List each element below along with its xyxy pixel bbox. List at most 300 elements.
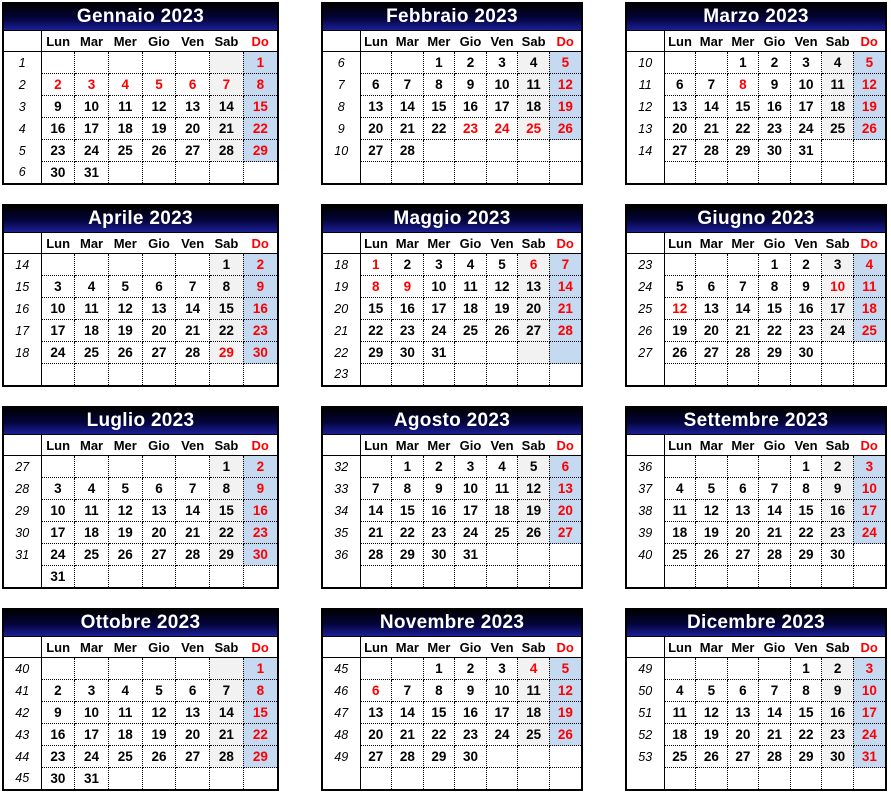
weekday-header-lun: Lun: [41, 233, 75, 254]
day-cell: 15: [210, 500, 244, 522]
day-cell: 23: [822, 724, 854, 746]
day-cell: [142, 456, 176, 478]
day-cell: 5: [108, 478, 142, 500]
day-cell: [455, 162, 487, 184]
weekday-header-mar: Mar: [392, 637, 424, 658]
day-cell: [853, 342, 885, 364]
week-number: 34: [323, 500, 360, 522]
day-cell: 10: [853, 478, 885, 500]
week-row: [323, 456, 581, 478]
day-cell: 28: [759, 746, 791, 768]
day-cell: 1: [790, 456, 822, 478]
day-cell: 23: [243, 320, 277, 342]
day-cell: 18: [75, 320, 109, 342]
day-cell: 29: [210, 544, 244, 566]
weekday-header-ven: Ven: [176, 31, 210, 52]
weekday-header-mer: Mer: [108, 31, 142, 52]
weekday-header-row: [627, 233, 885, 254]
weekday-header-sab: Sab: [822, 31, 854, 52]
weekday-header-do: Do: [549, 233, 581, 254]
day-cell: 8: [423, 680, 455, 702]
week-row: [323, 658, 581, 680]
month-body: [627, 456, 885, 588]
month-body: [627, 658, 885, 790]
week-number: 3: [4, 96, 41, 118]
day-cell: 20: [549, 500, 581, 522]
day-cell: 29: [210, 342, 244, 364]
day-cell: 2: [41, 74, 75, 96]
day-cell: [142, 364, 176, 386]
week-number: 6: [4, 162, 41, 184]
week-row: [4, 768, 277, 790]
week-number: [627, 566, 664, 588]
weekday-header-mer: Mer: [727, 435, 759, 456]
day-cell: [243, 768, 277, 790]
day-cell: [518, 342, 550, 364]
day-cell: [518, 162, 550, 184]
week-row: [4, 140, 277, 162]
week-number: 11: [627, 74, 664, 96]
day-cell: 11: [486, 478, 518, 500]
week-row: [627, 724, 885, 746]
month-table: [323, 233, 581, 385]
weekday-header-sab: Sab: [518, 637, 550, 658]
day-cell: 7: [392, 680, 424, 702]
day-cell: 9: [822, 478, 854, 500]
month-table: [4, 233, 277, 385]
week-row: [4, 456, 277, 478]
week-row: [323, 140, 581, 162]
day-cell: 23: [822, 522, 854, 544]
day-cell: 18: [664, 522, 696, 544]
day-cell: 16: [822, 500, 854, 522]
day-cell: 31: [853, 746, 885, 768]
month-panel-aprile: [2, 204, 279, 387]
day-cell: 8: [243, 680, 277, 702]
day-cell: 17: [486, 702, 518, 724]
week-number: 15: [4, 276, 41, 298]
day-cell: [664, 566, 696, 588]
day-cell: 4: [75, 276, 109, 298]
day-cell: 8: [360, 276, 392, 298]
weekday-header-row-group: [4, 233, 277, 254]
day-cell: 30: [41, 768, 75, 790]
day-cell: 1: [360, 254, 392, 276]
day-cell: 24: [75, 140, 109, 162]
day-cell: 21: [696, 118, 728, 140]
month-panel-marzo: [625, 2, 887, 185]
weekday-header-lun: Lun: [360, 233, 392, 254]
day-cell: 27: [664, 140, 696, 162]
day-cell: 17: [790, 96, 822, 118]
month-table: [627, 233, 885, 385]
weekday-header-lun: Lun: [664, 435, 696, 456]
week-row: [323, 320, 581, 342]
day-cell: [423, 768, 455, 790]
week-number: 29: [4, 500, 41, 522]
day-cell: 6: [727, 680, 759, 702]
week-number: 53: [627, 746, 664, 768]
week-number: 27: [4, 456, 41, 478]
week-row: [323, 724, 581, 746]
week-row: [627, 118, 885, 140]
day-cell: [696, 456, 728, 478]
day-cell: 15: [759, 298, 791, 320]
day-cell: 20: [727, 724, 759, 746]
week-row: [323, 566, 581, 588]
day-cell: [176, 566, 210, 588]
day-cell: 15: [423, 96, 455, 118]
month-table: [4, 31, 277, 183]
week-row: [4, 702, 277, 724]
month-title: Dicembre 2023: [627, 610, 885, 637]
day-cell: 26: [142, 140, 176, 162]
weekday-header-mar: Mar: [392, 435, 424, 456]
day-cell: 22: [423, 724, 455, 746]
weekday-header-sab: Sab: [822, 637, 854, 658]
weekday-header-ven: Ven: [790, 233, 822, 254]
weekday-header-gio: Gio: [142, 435, 176, 456]
weekday-header-row-group: [323, 435, 581, 456]
day-cell: [853, 768, 885, 790]
week-number: [323, 768, 360, 790]
week-row: [627, 162, 885, 184]
week-row: [4, 74, 277, 96]
week-row: [627, 522, 885, 544]
month-panel-maggio: [321, 204, 583, 387]
day-cell: 18: [486, 500, 518, 522]
day-cell: 24: [41, 342, 75, 364]
day-cell: 28: [360, 544, 392, 566]
week-row: [627, 478, 885, 500]
day-cell: [759, 162, 791, 184]
day-cell: 3: [75, 680, 109, 702]
day-cell: 29: [759, 342, 791, 364]
week-number: 5: [4, 140, 41, 162]
day-cell: 12: [549, 680, 581, 702]
day-cell: 16: [243, 298, 277, 320]
week-number: 47: [323, 702, 360, 724]
day-cell: 10: [822, 276, 854, 298]
day-cell: [518, 364, 550, 386]
weekday-header-gio: Gio: [759, 31, 791, 52]
day-cell: 20: [360, 724, 392, 746]
day-cell: 6: [176, 74, 210, 96]
week-number: 14: [4, 254, 41, 276]
week-row: [4, 254, 277, 276]
week-number: 23: [323, 364, 360, 386]
day-cell: 8: [790, 478, 822, 500]
day-cell: 12: [142, 96, 176, 118]
weekday-header-mar: Mar: [75, 435, 109, 456]
day-cell: 11: [664, 702, 696, 724]
day-cell: 9: [455, 74, 487, 96]
day-cell: 19: [853, 96, 885, 118]
day-cell: 8: [210, 276, 244, 298]
weekday-header-mar: Mar: [75, 31, 109, 52]
day-cell: [822, 364, 854, 386]
weekday-header-row: [323, 233, 581, 254]
day-cell: 20: [176, 724, 210, 746]
month-panel-gennaio: [2, 2, 279, 185]
week-number: 12: [627, 96, 664, 118]
weekday-header-row: [627, 637, 885, 658]
day-cell: 28: [210, 140, 244, 162]
week-row: [627, 658, 885, 680]
week-number: 44: [4, 746, 41, 768]
weekday-header-mer: Mer: [423, 233, 455, 254]
day-cell: 19: [142, 118, 176, 140]
week-row: [323, 746, 581, 768]
day-cell: 11: [108, 96, 142, 118]
day-cell: [392, 768, 424, 790]
day-cell: 4: [518, 658, 550, 680]
week-row: [627, 74, 885, 96]
week-row: [4, 478, 277, 500]
weekday-header-row-group: [323, 233, 581, 254]
day-cell: [664, 364, 696, 386]
day-cell: [549, 768, 581, 790]
day-cell: 27: [360, 140, 392, 162]
week-number: 39: [627, 522, 664, 544]
day-cell: [75, 52, 109, 74]
month-body: [627, 52, 885, 184]
day-cell: [423, 364, 455, 386]
day-cell: [486, 544, 518, 566]
day-cell: 2: [423, 456, 455, 478]
day-cell: 25: [486, 522, 518, 544]
day-cell: [243, 566, 277, 588]
weekday-header-ven: Ven: [790, 435, 822, 456]
week-row: [323, 118, 581, 140]
weekday-header-mer: Mer: [108, 435, 142, 456]
day-cell: 7: [392, 74, 424, 96]
month-panel-agosto: [321, 406, 583, 589]
day-cell: 25: [664, 746, 696, 768]
weekday-header-lun: Lun: [664, 233, 696, 254]
day-cell: 3: [853, 456, 885, 478]
week-row: [323, 162, 581, 184]
day-cell: [518, 768, 550, 790]
day-cell: [759, 364, 791, 386]
month-body: [627, 254, 885, 386]
day-cell: [210, 52, 244, 74]
day-cell: 10: [41, 500, 75, 522]
week-number: 40: [4, 658, 41, 680]
day-cell: 13: [176, 96, 210, 118]
day-cell: 7: [210, 74, 244, 96]
day-cell: 3: [423, 254, 455, 276]
day-cell: 2: [759, 52, 791, 74]
day-cell: 13: [360, 702, 392, 724]
day-cell: 16: [423, 500, 455, 522]
month-title: Aprile 2023: [4, 206, 277, 233]
day-cell: [518, 566, 550, 588]
day-cell: 5: [108, 276, 142, 298]
day-cell: 30: [822, 544, 854, 566]
day-cell: 4: [108, 680, 142, 702]
week-number: [627, 768, 664, 790]
day-cell: [243, 364, 277, 386]
day-cell: 10: [75, 96, 109, 118]
day-cell: [210, 768, 244, 790]
day-cell: 23: [455, 724, 487, 746]
day-cell: [486, 342, 518, 364]
day-cell: [549, 342, 581, 364]
week-row: [627, 456, 885, 478]
day-cell: 14: [176, 298, 210, 320]
day-cell: 22: [790, 724, 822, 746]
weekday-header-sab: Sab: [210, 637, 244, 658]
day-cell: 10: [423, 276, 455, 298]
day-cell: [822, 768, 854, 790]
week-row: [323, 544, 581, 566]
day-cell: [790, 162, 822, 184]
day-cell: [243, 162, 277, 184]
day-cell: 6: [142, 478, 176, 500]
day-cell: [759, 658, 791, 680]
day-cell: 21: [759, 522, 791, 544]
day-cell: 12: [518, 478, 550, 500]
day-cell: 28: [392, 140, 424, 162]
day-cell: 15: [727, 96, 759, 118]
day-cell: [392, 658, 424, 680]
day-cell: 18: [518, 96, 550, 118]
day-cell: 26: [696, 746, 728, 768]
weekday-header-gio: Gio: [455, 233, 487, 254]
day-cell: 29: [392, 544, 424, 566]
week-row: [323, 52, 581, 74]
day-cell: [664, 768, 696, 790]
weekday-header-mer: Mer: [423, 31, 455, 52]
day-cell: 22: [790, 522, 822, 544]
week-corner-cell: [4, 435, 41, 456]
day-cell: [75, 364, 109, 386]
day-cell: 4: [108, 74, 142, 96]
day-cell: 14: [392, 702, 424, 724]
day-cell: [853, 544, 885, 566]
day-cell: 6: [518, 254, 550, 276]
day-cell: 26: [696, 544, 728, 566]
day-cell: 27: [176, 140, 210, 162]
day-cell: 20: [360, 118, 392, 140]
day-cell: 7: [759, 680, 791, 702]
week-row: [4, 746, 277, 768]
month-table: [627, 637, 885, 789]
day-cell: 8: [759, 276, 791, 298]
week-number: 43: [4, 724, 41, 746]
week-number: 10: [627, 52, 664, 74]
day-cell: [696, 162, 728, 184]
day-cell: 13: [142, 298, 176, 320]
day-cell: 15: [392, 500, 424, 522]
weekday-header-do: Do: [243, 31, 277, 52]
week-number: 8: [323, 96, 360, 118]
day-cell: 15: [360, 298, 392, 320]
day-cell: 14: [696, 96, 728, 118]
weekday-header-lun: Lun: [360, 31, 392, 52]
weekday-header-mar: Mar: [696, 233, 728, 254]
day-cell: 30: [822, 746, 854, 768]
day-cell: 5: [142, 74, 176, 96]
day-cell: 26: [664, 342, 696, 364]
weekday-header-lun: Lun: [664, 637, 696, 658]
day-cell: 17: [41, 320, 75, 342]
weekday-header-row: [4, 233, 277, 254]
weekday-header-mar: Mar: [696, 31, 728, 52]
day-cell: 1: [210, 254, 244, 276]
day-cell: [727, 658, 759, 680]
day-cell: 11: [75, 298, 109, 320]
day-cell: 3: [486, 658, 518, 680]
day-cell: [455, 342, 487, 364]
day-cell: 22: [210, 320, 244, 342]
day-cell: 24: [455, 522, 487, 544]
week-number: 7: [323, 74, 360, 96]
week-row: [4, 320, 277, 342]
month-table: [627, 435, 885, 587]
week-number: 17: [4, 320, 41, 342]
day-cell: 14: [210, 96, 244, 118]
day-cell: 1: [423, 52, 455, 74]
day-cell: 25: [853, 320, 885, 342]
day-cell: 20: [696, 320, 728, 342]
weekday-header-ven: Ven: [486, 637, 518, 658]
weekday-header-ven: Ven: [790, 31, 822, 52]
day-cell: 5: [486, 254, 518, 276]
day-cell: 3: [75, 74, 109, 96]
day-cell: [664, 52, 696, 74]
day-cell: 29: [727, 140, 759, 162]
day-cell: 11: [664, 500, 696, 522]
day-cell: 13: [360, 96, 392, 118]
day-cell: 9: [392, 276, 424, 298]
day-cell: 24: [853, 724, 885, 746]
day-cell: 4: [486, 456, 518, 478]
day-cell: [727, 566, 759, 588]
day-cell: [518, 140, 550, 162]
day-cell: 23: [243, 522, 277, 544]
day-cell: 8: [423, 74, 455, 96]
day-cell: [41, 364, 75, 386]
day-cell: [142, 254, 176, 276]
week-corner-cell: [627, 31, 664, 52]
week-number: 41: [4, 680, 41, 702]
day-cell: 17: [75, 118, 109, 140]
day-cell: 30: [243, 342, 277, 364]
week-number: 22: [323, 342, 360, 364]
day-cell: 5: [696, 478, 728, 500]
day-cell: 14: [549, 276, 581, 298]
day-cell: 9: [41, 96, 75, 118]
day-cell: 30: [392, 342, 424, 364]
day-cell: 27: [518, 320, 550, 342]
day-cell: 21: [392, 118, 424, 140]
week-corner-cell: [323, 233, 360, 254]
day-cell: 25: [518, 118, 550, 140]
weekday-header-ven: Ven: [486, 233, 518, 254]
weekday-header-mar: Mar: [392, 233, 424, 254]
day-cell: 11: [518, 680, 550, 702]
day-cell: 18: [108, 118, 142, 140]
week-number: 33: [323, 478, 360, 500]
day-cell: 17: [423, 298, 455, 320]
month-title: Agosto 2023: [323, 408, 581, 435]
day-cell: 26: [549, 118, 581, 140]
day-cell: 6: [142, 276, 176, 298]
day-cell: [822, 566, 854, 588]
day-cell: 19: [142, 724, 176, 746]
